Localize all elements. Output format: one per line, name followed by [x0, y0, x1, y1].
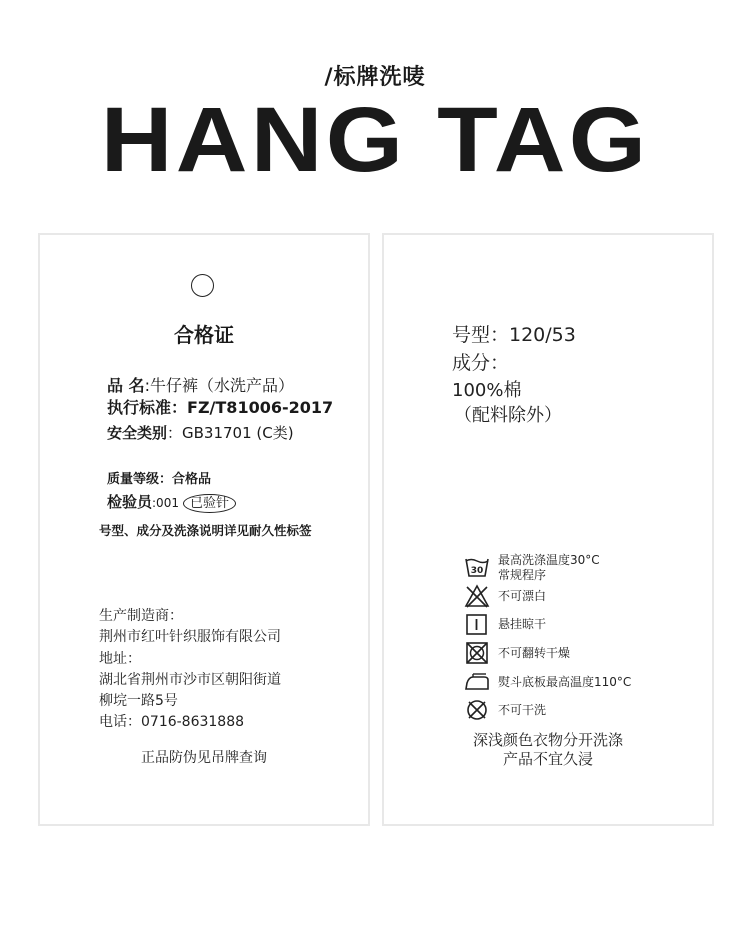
product-name-row [107, 373, 294, 396]
address-line-1: 湖北省荆州市沙市区朝阳街道 [99, 672, 281, 688]
inspection-stamp: 已验针 [183, 494, 236, 513]
care-text-iron: 熨斗底板最高温度110°C [498, 674, 632, 689]
care-text-dry-clean: 不可干洗 [498, 702, 547, 717]
care-row-bleach [464, 584, 546, 608]
wash-30-icon [464, 556, 490, 580]
quality-value: 合格品 [172, 472, 212, 487]
no-tumble-dry-icon [464, 641, 490, 665]
composition-note: （配料除外） [454, 405, 562, 426]
iron-icon [464, 670, 490, 694]
composition-label: 成分： [452, 352, 510, 374]
manufacturer-name: 荆州市红叶针织服饰有限公司 [99, 629, 281, 645]
address-label: 地址： [99, 651, 141, 667]
care-text-wash-line2: 常规程序 [498, 568, 547, 582]
anti-counterfeit-note: 正品防伪见吊牌查询 [141, 750, 267, 766]
page-subtitle: /标牌洗唛 [324, 65, 426, 90]
safety-value: ：GB31701 (C类) [167, 424, 294, 442]
care-text-bleach: 不可漂白 [498, 588, 547, 603]
standard-value: ：FZ/T81006-2017 [171, 398, 334, 417]
certificate-tag [38, 233, 370, 826]
care-row-iron [464, 670, 631, 694]
wash-temp-number: 30 [470, 566, 484, 576]
care-row-wash [464, 553, 600, 583]
care-note-line-2: 产品不宜久浸 [502, 750, 593, 768]
inspector-value: :001 [152, 496, 179, 510]
standard-label: 执行标准 [107, 398, 172, 417]
care-text-hang-dry: 悬挂晾干 [498, 616, 547, 631]
hang-dry-icon [464, 612, 490, 636]
certificate-title: 合格证 [174, 323, 234, 347]
inspector-label: 检验员 [107, 493, 153, 511]
care-text-tumble: 不可翻转干燥 [498, 645, 571, 660]
durable-label-note: 号型、成分及洗涤说明详见耐久性标签 [99, 523, 312, 538]
no-bleach-icon [464, 584, 490, 608]
quality-label: 质量等级： [107, 472, 173, 487]
phone: 电话：0716-8631888 [99, 714, 245, 730]
care-note-line-1: 深浅颜色衣物分开洗涤 [472, 731, 623, 749]
page-title: HANG TAG [100, 89, 650, 191]
safety-row [107, 422, 294, 443]
product-name-label: 品 名 [107, 376, 145, 395]
inspector-row [107, 491, 236, 513]
care-row-hang-dry [464, 612, 546, 636]
address-line-2: 柳垸一路5号 [99, 693, 178, 709]
manufacturer-label: 生产制造商： [99, 608, 183, 624]
care-text-wash [498, 553, 600, 583]
hang-hole-icon [191, 274, 214, 297]
standard-row [107, 395, 333, 418]
care-row-tumble [464, 641, 570, 665]
care-text-wash-line1: 最高洗涤温度30°C [498, 553, 600, 567]
product-name-value: :牛仔裤（水洗产品） [144, 376, 294, 395]
care-row-dry-clean [464, 698, 546, 722]
composition-value: 100%棉 [452, 380, 522, 401]
safety-label: 安全类别 [107, 424, 168, 442]
care-label-tag [382, 233, 714, 826]
no-dry-clean-icon [464, 698, 490, 722]
quality-row [107, 468, 211, 487]
size-spec: 号型：120/53 [452, 324, 576, 346]
